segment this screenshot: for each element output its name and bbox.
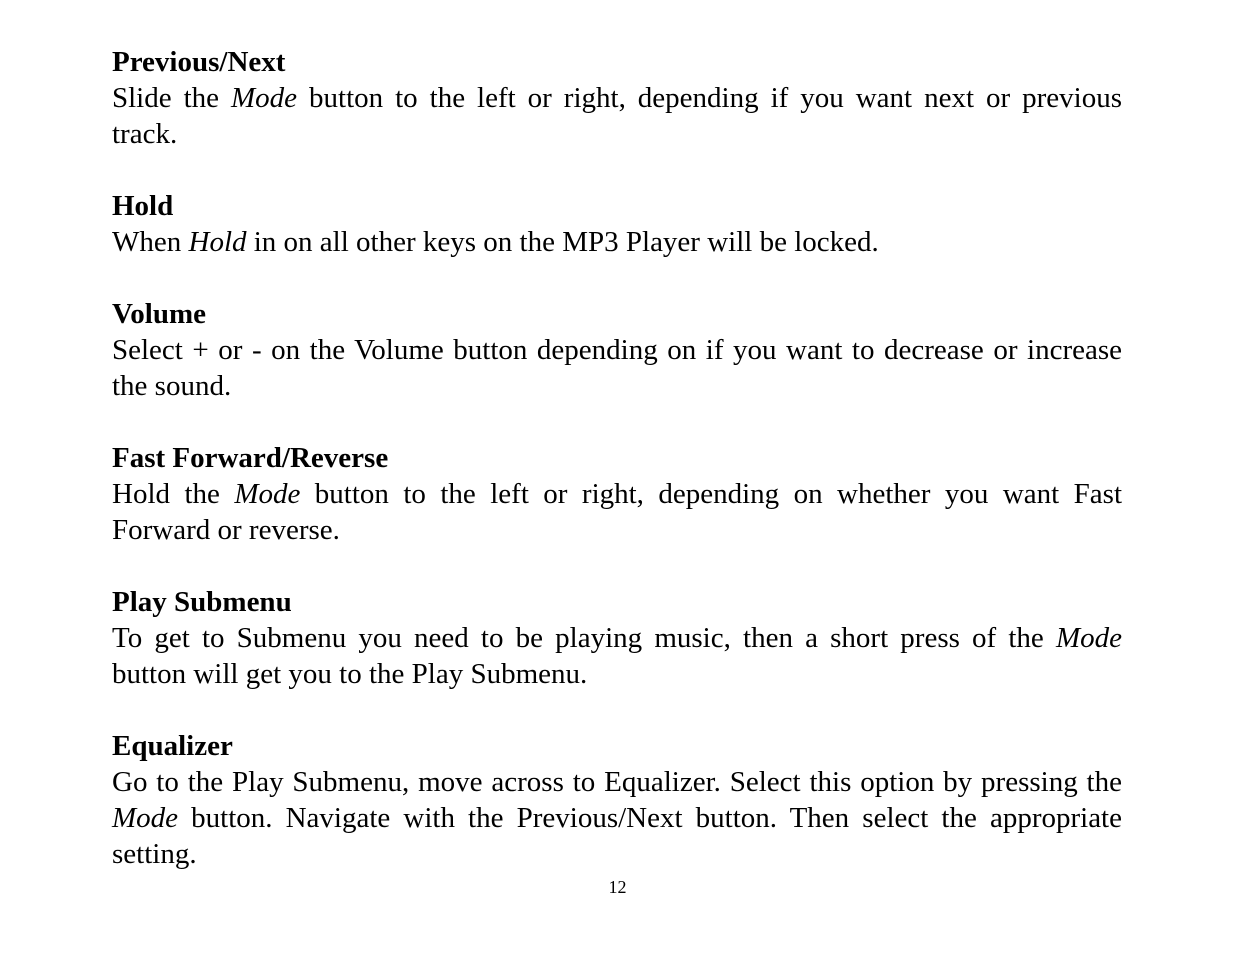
- section-body: [112, 620, 1122, 692]
- section-fast-forward-reverse: [112, 440, 1122, 548]
- section-body: [112, 764, 1122, 872]
- section-body: [112, 224, 1122, 260]
- section-body: Select + or - on the Volume button depending on if you want to decrease or increase the sound.: [112, 334, 1122, 402]
- section-heading: Volume: [112, 298, 206, 330]
- section-hold: [112, 188, 1122, 260]
- body-italic-run: Mode: [1055, 622, 1122, 654]
- document-page: [112, 44, 1122, 908]
- body-italic-run: Mode: [231, 82, 298, 114]
- body-text-run: Go to the Play Submenu, move across to Equalizer. Select this option by pressing the: [112, 766, 1122, 798]
- section-previous-next: [112, 44, 1122, 152]
- body-text-run: To get to Submenu you need to be playing music, then a short press of the: [112, 622, 1056, 654]
- section-heading: Play Submenu: [112, 586, 292, 618]
- section-heading: Fast Forward/Reverse: [112, 442, 389, 474]
- body-italic-run: Mode: [234, 478, 301, 510]
- section-play-submenu: [112, 584, 1122, 692]
- body-italic-run: Hold: [188, 226, 247, 258]
- section-body: [112, 80, 1122, 152]
- body-italic-run: Mode: [112, 802, 179, 834]
- body-text-run: button. Navigate with the Previous/Next button. Then select the appropriate setting.: [112, 802, 1122, 870]
- section-heading: Hold: [112, 190, 174, 222]
- body-text-run: in on all other keys on the MP3 Player will be locked.: [246, 226, 879, 258]
- section-heading: Equalizer: [112, 730, 233, 762]
- body-text-run: button to the left or right, depending if you want next or previous track.: [112, 82, 1122, 150]
- body-text-run: When: [112, 226, 189, 258]
- section-heading: Previous/Next: [112, 46, 286, 78]
- body-text-run: button to the left or right, depending on whether you want Fast Forward or reverse.: [112, 478, 1122, 546]
- body-text-run: Slide the: [112, 82, 231, 114]
- section-equalizer: [112, 728, 1122, 872]
- body-text-run: Hold the: [112, 478, 235, 510]
- section-body: [112, 476, 1122, 548]
- section-volume: [112, 296, 1122, 404]
- body-text-run: button will get you to the Play Submenu.: [112, 658, 588, 690]
- page-number: 12: [608, 877, 627, 897]
